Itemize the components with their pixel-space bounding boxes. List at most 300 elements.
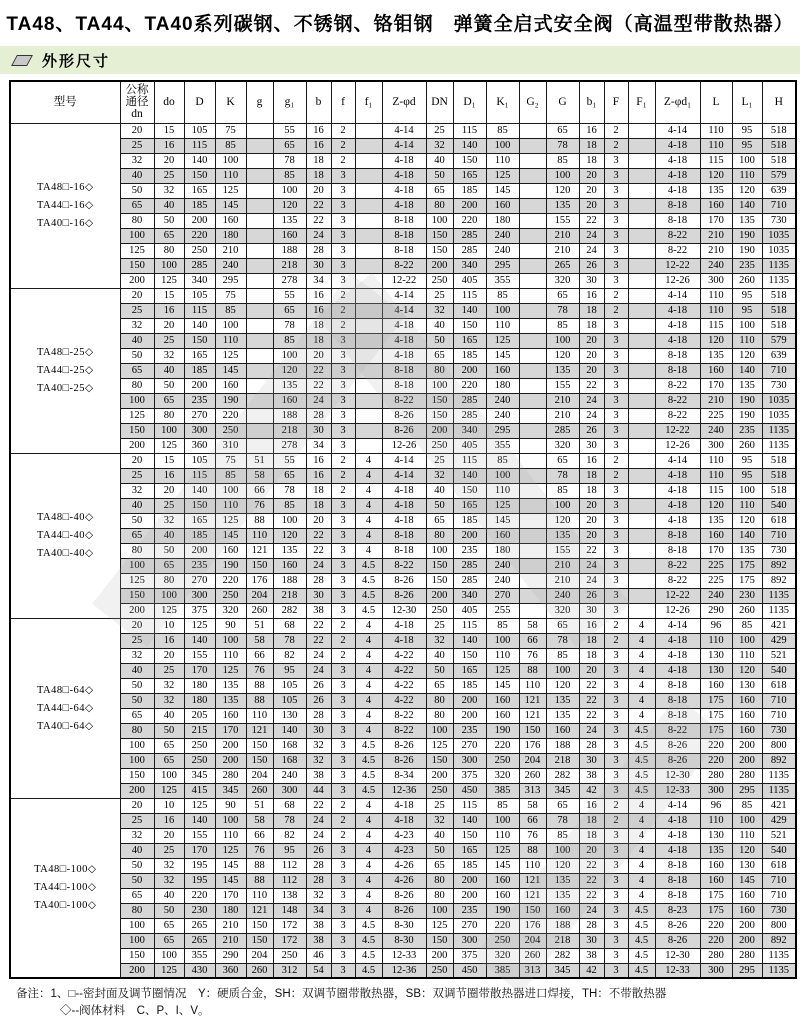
dimension-cell: 22: [306, 618, 331, 633]
dimension-cell: 16: [306, 123, 331, 138]
dimension-cell: 38: [306, 603, 331, 618]
dimension-cell: 345: [215, 783, 246, 798]
dimension-cell: 18: [579, 153, 604, 168]
dimension-cell: 4.5: [628, 963, 655, 978]
dimension-cell: 15: [154, 453, 184, 468]
dimension-cell: 8-22: [382, 558, 426, 573]
dimension-cell: 115: [700, 153, 732, 168]
dimension-cell: 188: [546, 738, 579, 753]
dimension-cell: 200: [120, 603, 154, 618]
dimension-cell: 130: [732, 678, 762, 693]
dimension-cell: 3: [331, 333, 355, 348]
dimension-cell: 205: [184, 708, 215, 723]
dimension-cell: 175: [700, 693, 732, 708]
dimension-cell: 18: [579, 813, 604, 828]
dimension-cell: 20: [579, 528, 604, 543]
dimension-cell: 892: [762, 933, 796, 948]
dimension-cell: 300: [184, 588, 215, 603]
dimension-cell: 4-18: [655, 168, 700, 183]
dimension-cell: [246, 378, 273, 393]
dimension-cell: 2: [604, 633, 628, 648]
dimension-cell: 1135: [762, 438, 796, 453]
dimension-cell: 125: [215, 843, 246, 858]
dimension-cell: 30: [579, 273, 604, 288]
dimension-cell: 8-18: [382, 213, 426, 228]
dimension-cell: 125: [215, 183, 246, 198]
model-label: TA44□-16◇: [36, 200, 94, 211]
dimension-cell: 24: [579, 243, 604, 258]
dimension-cell: 285: [453, 243, 486, 258]
dimension-cell: [519, 198, 546, 213]
dimension-cell: 180: [184, 678, 215, 693]
dimension-cell: 220: [700, 918, 732, 933]
dimension-cell: 22: [579, 543, 604, 558]
dimension-cell: 110: [246, 528, 273, 543]
dimension-cell: 12-33: [655, 963, 700, 978]
dimension-cell: 3: [331, 273, 355, 288]
dimension-cell: 121: [246, 543, 273, 558]
dimension-cell: 518: [762, 123, 796, 138]
dimension-cell: 110: [215, 168, 246, 183]
dimension-cell: 220: [486, 918, 519, 933]
dimension-cell: 32: [154, 858, 184, 873]
dimension-cell: 8-18: [655, 858, 700, 873]
dimension-cell: 200: [120, 963, 154, 978]
dimension-cell: 100: [215, 483, 246, 498]
dimension-cell: 68: [273, 618, 306, 633]
dimension-cell: 85: [215, 468, 246, 483]
dimension-cell: 32: [426, 138, 453, 153]
dimension-cell: 145: [486, 858, 519, 873]
dimension-cell: 4.5: [355, 933, 382, 948]
dimension-cell: [246, 153, 273, 168]
dimension-cell: 66: [246, 828, 273, 843]
dimension-cell: 58: [246, 633, 273, 648]
note-line-2: ◇--阀体材料 C、P、I、V。: [60, 1005, 210, 1017]
dimension-cell: 2: [331, 828, 355, 843]
dimension-cell: 150: [184, 498, 215, 513]
dimension-cell: 260: [732, 438, 762, 453]
dimension-cell: 2: [331, 798, 355, 813]
dimension-cell: 4-14: [655, 453, 700, 468]
dimension-cell: 190: [732, 243, 762, 258]
dimension-cell: 340: [453, 423, 486, 438]
dimension-cell: 240: [486, 243, 519, 258]
dimension-cell: 3: [604, 543, 628, 558]
table-row: [10, 723, 796, 738]
dimension-cell: 125: [120, 243, 154, 258]
dimension-cell: 65: [546, 123, 579, 138]
dimension-cell: 3: [604, 513, 628, 528]
dimension-cell: 2: [331, 138, 355, 153]
dimension-cell: 85: [486, 453, 519, 468]
dimension-cell: 4: [355, 903, 382, 918]
dimension-cell: 618: [762, 678, 796, 693]
dimension-cell: 3: [331, 543, 355, 558]
dimension-cell: 1135: [762, 603, 796, 618]
dimension-cell: 240: [486, 408, 519, 423]
dimension-cell: 150: [426, 558, 453, 573]
dimension-cell: 135: [546, 198, 579, 213]
column-header: f₁: [355, 81, 382, 123]
dimension-cell: 125: [154, 438, 184, 453]
dimension-cell: 22: [306, 543, 331, 558]
dimension-cell: 3: [604, 378, 628, 393]
dimension-cell: 65: [154, 933, 184, 948]
dimension-cell: [355, 273, 382, 288]
dimension-cell: 110: [732, 648, 762, 663]
dimension-cell: 4-18: [382, 618, 426, 633]
dimension-cell: 65: [426, 183, 453, 198]
page-title: TA48、TA44、TA40系列碳钢、不锈钢、铬钼钢 弹簧全启式安全阀（高温型带散热器）: [6, 14, 794, 35]
dimension-cell: 255: [486, 603, 519, 618]
dimension-cell: 250: [426, 273, 453, 288]
dimension-cell: 200: [453, 708, 486, 723]
dimension-cell: 3: [331, 363, 355, 378]
dimension-cell: 8-26: [382, 753, 426, 768]
dimension-cell: 125: [120, 408, 154, 423]
dimension-cell: 4-14: [655, 798, 700, 813]
dimension-cell: 2: [604, 288, 628, 303]
dimension-cell: 32: [154, 183, 184, 198]
model-label: TA48□-16◇: [36, 182, 94, 193]
dimension-cell: 120: [546, 858, 579, 873]
dimension-cell: 4-18: [655, 828, 700, 843]
dimension-cell: 16: [579, 123, 604, 138]
dimension-cell: 100: [215, 813, 246, 828]
column-header: 型号: [10, 81, 120, 123]
dimension-cell: [246, 393, 273, 408]
column-header: G: [546, 81, 579, 123]
dimension-cell: 66: [246, 648, 273, 663]
dimension-cell: 204: [246, 948, 273, 963]
dimension-cell: 710: [762, 693, 796, 708]
dimension-cell: 145: [215, 528, 246, 543]
dimension-cell: 235: [453, 543, 486, 558]
dimension-cell: 1135: [762, 963, 796, 978]
dimension-cell: 3: [604, 858, 628, 873]
dimension-cell: [246, 168, 273, 183]
dimension-cell: [519, 168, 546, 183]
dimension-cell: [246, 228, 273, 243]
dimension-cell: 28: [306, 708, 331, 723]
dimension-cell: 185: [184, 198, 215, 213]
dimension-cell: 260: [732, 273, 762, 288]
dimension-cell: 3: [604, 498, 628, 513]
dimension-cell: 1135: [762, 258, 796, 273]
dimension-cell: 85: [215, 303, 246, 318]
dimension-cell: 210: [700, 243, 732, 258]
dimension-cell: 3: [604, 528, 628, 543]
dimension-cell: 120: [546, 513, 579, 528]
dimension-cell: 135: [215, 678, 246, 693]
column-header: L₁: [732, 81, 762, 123]
dimension-cell: 18: [579, 138, 604, 153]
dimension-cell: 50: [426, 168, 453, 183]
dimension-cell: 40: [120, 498, 154, 513]
dimension-cell: 32: [426, 303, 453, 318]
column-header: D: [184, 81, 215, 123]
dimension-cell: 4-18: [655, 663, 700, 678]
dimension-cell: 320: [486, 768, 519, 783]
dimension-cell: 3: [604, 723, 628, 738]
dimension-cell: 32: [426, 813, 453, 828]
dimension-cell: 3: [331, 873, 355, 888]
dimension-cell: 4.5: [628, 723, 655, 738]
dimension-cell: 176: [519, 738, 546, 753]
dimension-cell: 310: [215, 438, 246, 453]
dimension-cell: 200: [120, 273, 154, 288]
dimension-cell: 22: [306, 633, 331, 648]
dimension-cell: 95: [732, 138, 762, 153]
dimension-cell: 100: [154, 258, 184, 273]
dimension-cell: 8-18: [382, 528, 426, 543]
dimension-cell: 160: [700, 873, 732, 888]
dimension-cell: 200: [426, 768, 453, 783]
dimension-cell: 24: [306, 228, 331, 243]
dimension-cell: 50: [154, 213, 184, 228]
dimension-cell: 892: [762, 753, 796, 768]
dimension-cell: [519, 573, 546, 588]
dimension-cell: 3: [331, 783, 355, 798]
dimension-cell: 22: [306, 798, 331, 813]
dimension-cell: 300: [700, 963, 732, 978]
dimension-cell: [355, 348, 382, 363]
dimension-cell: 135: [700, 513, 732, 528]
header-row: [10, 81, 796, 123]
dimension-cell: 150: [120, 948, 154, 963]
dimension-cell: 4: [628, 648, 655, 663]
dimension-cell: 8-18: [382, 363, 426, 378]
dimension-cell: 200: [453, 363, 486, 378]
column-header: f: [331, 81, 355, 123]
dimension-cell: 4-14: [382, 468, 426, 483]
dimension-cell: 4: [628, 813, 655, 828]
dimension-cell: 170: [215, 888, 246, 903]
model-label: TA48□-100◇: [34, 864, 97, 876]
dimension-cell: 135: [732, 543, 762, 558]
dimension-cell: 85: [273, 498, 306, 513]
table-row: [10, 438, 796, 453]
dimension-cell: [628, 513, 655, 528]
dimension-cell: 65: [546, 618, 579, 633]
table-header: [10, 81, 796, 123]
dimension-cell: 160: [486, 693, 519, 708]
dimension-cell: 4: [355, 843, 382, 858]
dimension-cell: 18: [306, 153, 331, 168]
dimension-cell: 120: [732, 513, 762, 528]
dimension-cell: 32: [120, 318, 154, 333]
dimension-cell: 355: [486, 273, 519, 288]
dimension-cell: 240: [486, 558, 519, 573]
dimension-cell: 250: [426, 963, 453, 978]
model-label: TA40□-40◇: [36, 548, 94, 559]
dimension-cell: [519, 408, 546, 423]
dimension-cell: 200: [426, 588, 453, 603]
dimension-cell: 12-26: [655, 273, 700, 288]
dimension-cell: 18: [306, 318, 331, 333]
dimension-cell: 210: [546, 393, 579, 408]
dimension-cell: 540: [762, 498, 796, 513]
dimension-cell: 40: [154, 198, 184, 213]
dimension-cell: 20: [579, 843, 604, 858]
dimension-cell: 200: [215, 753, 246, 768]
dimension-cell: 165: [453, 168, 486, 183]
dimension-cell: 58: [246, 813, 273, 828]
dimension-cell: 4-14: [655, 288, 700, 303]
dimension-cell: 3: [604, 693, 628, 708]
dimension-cell: 78: [273, 483, 306, 498]
dimension-cell: 180: [486, 378, 519, 393]
dimension-cell: 110: [732, 168, 762, 183]
table-row: [10, 843, 796, 858]
dimension-cell: 218: [546, 933, 579, 948]
dimension-cell: 280: [215, 768, 246, 783]
dimension-cell: 65: [154, 753, 184, 768]
model-label: TA44□-64◇: [36, 702, 94, 714]
dimension-cell: 18: [306, 498, 331, 513]
dimension-cell: 100: [546, 843, 579, 858]
table-row: [10, 573, 796, 588]
dimension-cell: 50: [426, 498, 453, 513]
dimension-cell: [519, 453, 546, 468]
dimension-cell: 1135: [762, 768, 796, 783]
dimension-cell: 340: [184, 273, 215, 288]
dimension-cell: 270: [486, 588, 519, 603]
dimension-cell: 240: [215, 258, 246, 273]
dimension-cell: 4: [355, 528, 382, 543]
dimension-cell: 150: [453, 318, 486, 333]
dimension-cell: 210: [546, 558, 579, 573]
dimension-cell: 12-26: [655, 438, 700, 453]
model-label: TA44□-40◇: [36, 530, 94, 541]
dimension-cell: 8-22: [655, 378, 700, 393]
dimension-cell: 145: [486, 513, 519, 528]
dimension-cell: 16: [154, 633, 184, 648]
dimension-cell: 100: [546, 663, 579, 678]
dimension-cell: 200: [426, 423, 453, 438]
dimension-cell: 38: [306, 918, 331, 933]
dimension-cell: 260: [732, 603, 762, 618]
dimension-cell: 4-14: [382, 453, 426, 468]
dimension-cell: 2: [604, 468, 628, 483]
dimension-cell: 8-26: [655, 933, 700, 948]
dimension-cell: 235: [184, 558, 215, 573]
dimension-cell: 190: [732, 408, 762, 423]
dimension-cell: 110: [246, 888, 273, 903]
dimension-cell: 579: [762, 333, 796, 348]
dimension-cell: 22: [579, 693, 604, 708]
dimension-cell: 58: [519, 798, 546, 813]
dimension-cell: 135: [215, 693, 246, 708]
dimension-cell: 190: [486, 903, 519, 918]
dimension-cell: 220: [700, 753, 732, 768]
dimension-cell: 4-18: [382, 153, 426, 168]
dimension-cell: 50: [120, 348, 154, 363]
dimension-cell: 20: [120, 798, 154, 813]
dimension-cell: 95: [732, 288, 762, 303]
dimension-cell: 115: [184, 468, 215, 483]
dimension-cell: 300: [273, 783, 306, 798]
dimension-cell: [246, 333, 273, 348]
dimension-cell: 65: [120, 363, 154, 378]
dimension-cell: 100: [546, 168, 579, 183]
dimension-cell: 65: [120, 198, 154, 213]
dimension-cell: 75: [215, 288, 246, 303]
table-row: [10, 768, 796, 783]
table-row: [10, 168, 796, 183]
dimension-cell: 3: [604, 558, 628, 573]
dimension-cell: 190: [486, 723, 519, 738]
table-row: [10, 333, 796, 348]
dimension-cell: 710: [762, 873, 796, 888]
dimension-cell: 8-22: [655, 558, 700, 573]
dimension-cell: 3: [331, 498, 355, 513]
dimension-cell: 24: [306, 393, 331, 408]
dimension-cell: 3: [604, 843, 628, 858]
dimension-cell: 18: [579, 828, 604, 843]
dimension-cell: [519, 483, 546, 498]
dimension-cell: 160: [215, 708, 246, 723]
dimension-cell: 3: [331, 243, 355, 258]
dimension-cell: 4.5: [628, 738, 655, 753]
dimension-cell: 4.5: [355, 963, 382, 978]
dimension-cell: 150: [426, 753, 453, 768]
dimension-cell: 121: [246, 723, 273, 738]
dimension-cell: 66: [246, 483, 273, 498]
dimension-cell: 4: [355, 828, 382, 843]
dimension-cell: 8-22: [382, 393, 426, 408]
dimension-cell: [628, 273, 655, 288]
dimension-cell: 4-26: [382, 858, 426, 873]
dimension-cell: 4-18: [655, 843, 700, 858]
dimension-cell: 260: [519, 948, 546, 963]
dimension-cell: 80: [426, 693, 453, 708]
dimension-cell: [246, 243, 273, 258]
dimension-cell: 100: [120, 753, 154, 768]
dimension-cell: 22: [306, 528, 331, 543]
dimension-cell: 160: [486, 888, 519, 903]
dimension-cell: [246, 138, 273, 153]
dimension-cell: 24: [579, 408, 604, 423]
dimension-cell: 285: [453, 393, 486, 408]
table-row: [10, 498, 796, 513]
dimension-cell: 3: [604, 153, 628, 168]
dimension-cell: 165: [453, 498, 486, 513]
dimension-cell: 26: [579, 423, 604, 438]
dimension-cell: 3: [331, 738, 355, 753]
dimension-cell: 2: [604, 138, 628, 153]
dimension-cell: [628, 153, 655, 168]
dimension-cell: 16: [306, 288, 331, 303]
dimension-cell: [355, 303, 382, 318]
dimension-cell: 8-18: [655, 348, 700, 363]
dimension-cell: 3: [604, 228, 628, 243]
dimension-cell: [519, 123, 546, 138]
dimension-cell: 730: [762, 903, 796, 918]
dimension-cell: 3: [604, 273, 628, 288]
dimension-cell: 110: [215, 333, 246, 348]
model-label: TA40□-16◇: [36, 218, 94, 229]
dimension-cell: 120: [732, 663, 762, 678]
dimension-cell: 50: [154, 723, 184, 738]
dimension-cell: 540: [762, 843, 796, 858]
dimension-cell: 176: [246, 573, 273, 588]
dimension-cell: 210: [700, 228, 732, 243]
dimension-cell: [628, 588, 655, 603]
dimension-cell: [519, 303, 546, 318]
dimension-cell: 210: [700, 393, 732, 408]
